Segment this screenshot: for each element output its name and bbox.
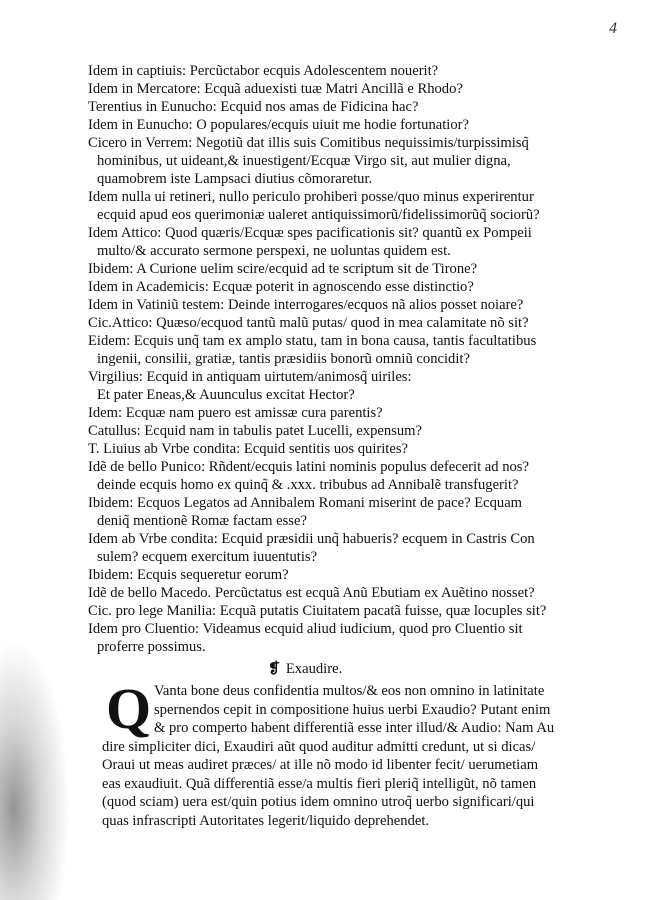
folio-number: 4 <box>609 20 617 37</box>
quotation-line: hominibus, ut uideant,& inuestigent/Ecquæ Virgo sit, aut mulier digna, <box>97 153 511 169</box>
paragraph-line: & pro comperto habent differentiã esse inter illud/& Audio: Nam Au <box>154 720 555 736</box>
quotation-line: Cicero in Verrem: Negotiũ dat illis suis Comitibus nequissimis/turpissimisq̃ <box>88 135 529 151</box>
quotation-line: Idem in Mercatore: Ecquã aduexisti tuæ Matri Ancillã e Rhodo? <box>88 81 463 97</box>
quotation-line: Cic.Attico: Quæso/ecquod tantũ malũ putas/ quod in mea calamitate nõ sit? <box>88 315 529 331</box>
quotation-line: Idem in Vatiniũ testem: Deinde interrogares/ecquos nã alios posset noiare? <box>88 297 524 313</box>
quotation-line: Idem in Academicis: Ecquæ poterit in agnoscendo esse distinctio? <box>88 279 474 295</box>
quotation-line: T. Liuius ab Vrbe condita: Ecquid sentitis uos quirites? <box>88 441 408 457</box>
quotation-line: Idem in Eunucho: O populares/ecquis uiuit me hodie fortunatior? <box>88 117 469 133</box>
page-text <box>88 62 608 830</box>
quotation-line: Ibidem: A Curione uelim scire/ecquid ad te scriptum sit de Tirone? <box>88 261 478 277</box>
pilcrow-icon: ❡ <box>268 661 281 677</box>
quotation-line: proferre possimus. <box>97 639 206 655</box>
quotation-line: Virgilius: Ecquid in antiquam uirtutem/animosq̃ uiriles: <box>88 369 412 385</box>
quotation-line: Idem pro Cluentio: Videamus ecquid aliud iudicium, quod pro Cluentio sit <box>88 621 523 637</box>
quotation-line: sulem? ecquem exercitum iuuentutis? <box>97 549 318 565</box>
paragraph-line: Vanta bone deus confidentia multos/& eos non omnino in latinitate <box>154 683 545 699</box>
paragraph-line: (quod sciam) uera est/quin potius idem omnino utroq̃ uerbo significari/qui <box>102 794 535 810</box>
quotation-line: Idem nulla ui retineri, nullo periculo prohiberi posse/quo minus experirentur <box>88 189 534 205</box>
section-heading-text: Exaudire. <box>285 661 343 677</box>
quotation-list <box>88 62 608 656</box>
quotation-line: Catullus: Ecquid nam in tabulis patet Lucelli, expensum? <box>88 423 422 439</box>
paragraph-line: Oraui ut meas audiret præces/ at ille nõ modo id libenter fecit/ uerumetiam <box>102 757 539 773</box>
quotation-line: ingenii, consilii, gratiæ, tantis præsidiis bonorũ omniũ concidit? <box>97 351 470 367</box>
exaudire-paragraph <box>88 676 608 830</box>
quotation-line: Idem: Ecquæ nam puero est amissæ cura parentis? <box>88 405 383 421</box>
quotation-line: quamobrem iste Lampsaci diutius cõmoraretur. <box>97 171 373 187</box>
quotation-line: Ibidem: Ecquis sequeretur eorum? <box>88 567 289 583</box>
quotation-line: Ibidem: Ecquos Legatos ad Annibalem Romani miserint de pace? Ecquam <box>88 495 523 511</box>
paragraph-line: dire simpliciter dici, Exaudiri aũt quod auditur admitti credunt, ut si dicas/ <box>102 738 536 755</box>
quotation-line: Terentius in Eunucho: Ecquid nos amas de Fidicina hac? <box>88 99 419 115</box>
paragraph-line: eas exaudiuit. Quã differentiã esse/a multis fieri pleriq̃ intelligũt, nõ tamen <box>102 775 537 792</box>
quotation-line: Cic. pro lege Manilia: Ecquã putatis Ciuitatem pacatã fuisse, quæ locuples sit? <box>88 603 547 619</box>
quotation-line: Et pater Eneas,& Auunculus excitat Hector? <box>97 387 355 403</box>
quotation-line: Idẽ de bello Macedo. Percũctatus est ecquã Anũ Ebutiam ex Auẽtino nosset? <box>88 585 535 601</box>
quotation-line: multo/& accurato sermone perspexi, ne uoluntas quidem est. <box>97 243 451 259</box>
scan-edge-shadow <box>0 640 70 900</box>
section-heading <box>88 660 608 678</box>
quotation-line: deinde ecquis homo ex quinq̃ & .xxx. tribubus ad Annibalẽ transfugerit? <box>97 477 519 493</box>
quotation-line: Idem ab Vrbe condita: Ecquid præsidii unq̃ habueris? ecquem in Castris Con <box>88 531 535 547</box>
quotation-line: ecquid apud eos querimoniæ ualeret antiquissimorũ/fidelissimorũq̃ sociorũ? <box>97 207 540 223</box>
paragraph-line: quas infrascripti Autoritates legerit/liquido deprehendet. <box>102 812 430 829</box>
quotation-line: deniq̃ mentionẽ Romæ factam esse? <box>97 513 307 529</box>
quotation-line: Idẽ de bello Punico: Rñdent/ecquis latini nominis populus defecerit ad nos? <box>88 459 529 475</box>
drop-cap-initial: Q <box>106 676 152 741</box>
quotation-line: Idem in captiuis: Percũctabor ecquis Adolescentem nouerit? <box>88 63 439 79</box>
quotation-line: Eidem: Ecquis unq̃ tam ex amplo statu, tam in bona causa, tantis facultatibus <box>88 333 537 349</box>
paragraph-line: spernendos cepit in compositione huius uerbi Exaudio? Putant enim <box>154 701 551 718</box>
quotation-line: Idem Attico: Quod quæris/Ecquæ spes pacificationis sit? quantũ ex Pompeii <box>88 225 532 241</box>
